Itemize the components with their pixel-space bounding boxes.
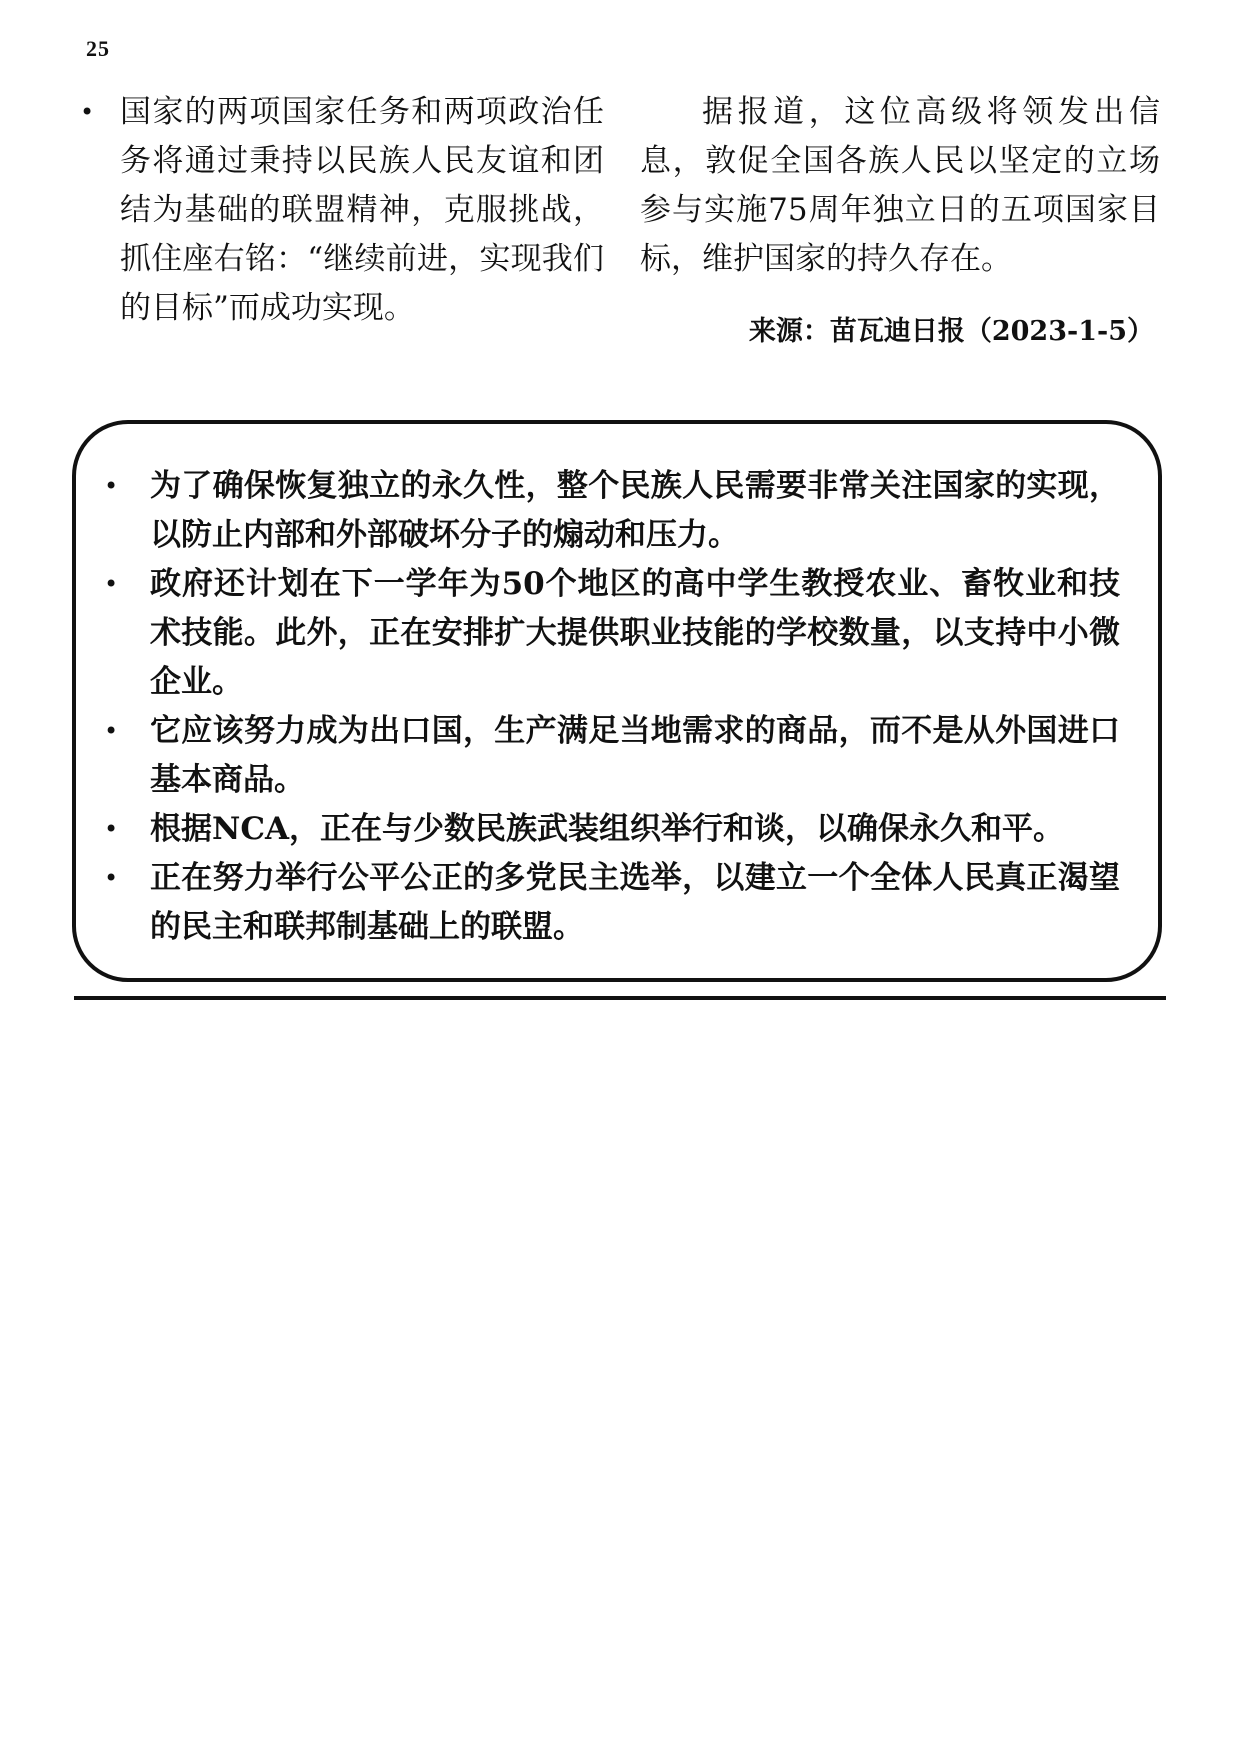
- bullet-icon: •: [104, 864, 119, 892]
- bullet-icon: •: [80, 98, 95, 126]
- summary-item: [96, 560, 1120, 707]
- summary-item-text: 为了确保恢复独立的永久性，整个民族人民需要非常关注国家的实现，以防止内部和外部破坏分子的煽动和压力。: [150, 468, 1120, 553]
- right-column-text: 据报道，这位高级将领发出信息，敦促全国各族人民以坚定的立场参与实施75周年独立日的五项国家目标，维护国家的持久存在。: [640, 94, 1160, 277]
- summary-item: [96, 805, 1120, 854]
- summary-item-text: 正在努力举行公平公正的多党民主选举，以建立一个全体人民真正渴望的民主和联邦制基础上的联盟。: [150, 860, 1120, 945]
- bullet-icon: •: [104, 717, 119, 745]
- summary-item: [96, 462, 1120, 560]
- summary-item: [96, 707, 1120, 805]
- summary-item-text: 根据NCA，正在与少数民族武装组织举行和谈，以确保永久和平。: [150, 811, 1065, 847]
- section-divider: [74, 996, 1166, 1000]
- summary-item: [96, 854, 1120, 952]
- right-column: [640, 88, 1160, 352]
- source-citation: 来源：苗瓦迪日报（2023-1-5）: [748, 316, 1154, 347]
- left-column-text: 国家的两项国家任务和两项政治任务将通过秉持以民族人民友谊和团结为基础的联盟精神，克服挑战，抓住座右铭：“继续前进，实现我们的目标”而成功实现。: [120, 94, 604, 326]
- summary-item-text: 它应该努力成为出口国，生产满足当地需求的商品，而不是从外国进口基本商品。: [150, 713, 1120, 798]
- left-bullet-item: [76, 88, 604, 333]
- page-number: 25: [86, 36, 110, 61]
- bullet-icon: •: [104, 815, 119, 843]
- bullet-icon: •: [104, 570, 119, 598]
- summary-item-text: 政府还计划在下一学年为50个地区的高中学生教授农业、畜牧业和技术技能。此外，正在安排扩大提供职业技能的学校数量，以支持中小微企业。: [150, 566, 1120, 700]
- left-column: [76, 88, 604, 333]
- bullet-icon: •: [104, 472, 119, 500]
- summary-box: [72, 420, 1162, 982]
